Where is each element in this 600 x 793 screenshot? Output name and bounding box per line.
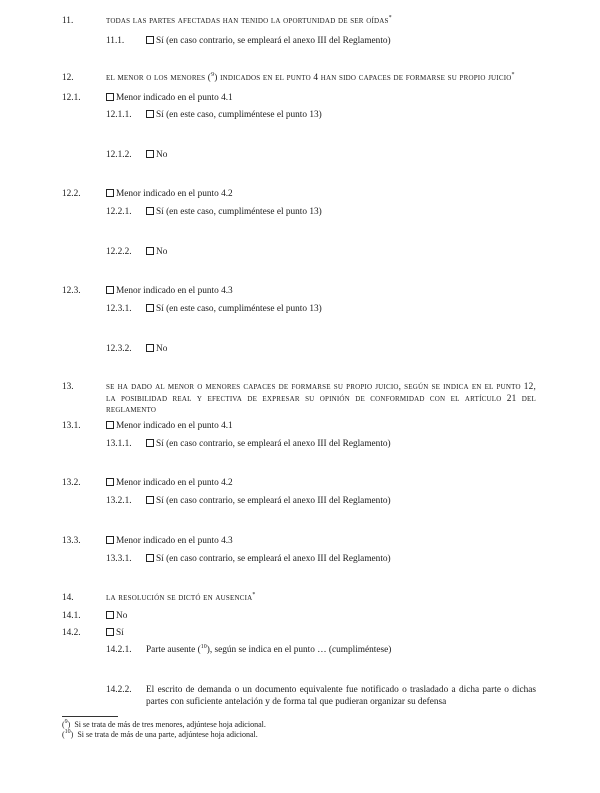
option-child-12-3[interactable]: Menor indicado en el punto 4.3 — [106, 286, 233, 297]
option-child-12-2[interactable]: Menor indicado en el punto 4.2 — [106, 189, 233, 200]
option-no-12-2-2[interactable]: No — [146, 247, 167, 258]
checkbox-icon[interactable] — [106, 189, 114, 197]
option-no-12-1-2[interactable]: No — [146, 150, 167, 161]
checkbox-icon[interactable] — [146, 344, 154, 352]
option-child-13-2[interactable]: Menor indicado en el punto 4.2 — [106, 478, 233, 489]
item-number: 14.2.2. — [106, 685, 132, 695]
option-child-13-3[interactable]: Menor indicado en el punto 4.3 — [106, 536, 233, 547]
option-yes-13-3-1[interactable]: Sí (en caso contrario, se empleará el anexo III del Reglamento) — [146, 554, 391, 565]
checkbox-icon[interactable] — [106, 611, 114, 619]
item-number: 13.3. — [62, 536, 81, 546]
item-number: 12.2.2. — [106, 247, 132, 257]
checkbox-icon[interactable] — [106, 628, 114, 636]
section-title-11: todas las partes afectadas han tenido la oportunidad de ser oídas* — [106, 15, 392, 26]
item-number: 12.1.2. — [106, 150, 132, 160]
item-number: 13.2. — [62, 478, 81, 488]
option-child-13-1[interactable]: Menor indicado en el punto 4.1 — [106, 421, 233, 432]
section-number-12: 12. — [62, 73, 74, 83]
option-no-12-3-2[interactable]: No — [146, 344, 167, 355]
option-yes-14-2[interactable]: Sí — [106, 628, 124, 639]
item-number: 12.3. — [62, 286, 81, 296]
option-yes-13-2-1[interactable]: Sí (en caso contrario, se empleará el anexo III del Reglamento) — [146, 496, 391, 507]
item-number: 12.2. — [62, 189, 81, 199]
footnote-divider — [62, 716, 118, 717]
item-number: 13.3.1. — [106, 554, 132, 564]
item-number: 12.2.1. — [106, 207, 132, 217]
checkbox-icon[interactable] — [146, 554, 154, 562]
checkbox-icon[interactable] — [146, 110, 154, 118]
footnote-10: ($^{10}$) Si se trata de más de una parte, adjúntese hoja adicional. — [62, 729, 258, 739]
item-number: 11.1. — [106, 36, 125, 46]
checkbox-icon[interactable] — [106, 478, 114, 486]
checkbox-icon[interactable] — [146, 496, 154, 504]
option-yes-12-1-1[interactable]: Sí (en este caso, cumpliméntese el punto 13) — [146, 110, 322, 121]
option-yes-13-1-1[interactable]: Sí (en caso contrario, se empleará el anexo III del Reglamento) — [146, 439, 391, 450]
checkbox-icon[interactable] — [106, 536, 114, 544]
section-number-14: 14. — [62, 593, 74, 603]
checkbox-icon[interactable] — [146, 439, 154, 447]
checkbox-icon[interactable] — [146, 207, 154, 215]
checkbox-icon[interactable] — [146, 150, 154, 158]
checkbox-icon[interactable] — [146, 304, 154, 312]
section-number-11: 11. — [62, 16, 74, 26]
footnote-9: ($^9$) Si se trata de más de tres menores, adjúntese hoja adicional. — [62, 719, 266, 729]
item-number: 12.1. — [62, 93, 81, 103]
notification-statement: El escrito de demanda o un documento equivalente fue notificado o trasladado a dicha parte o dichas partes con suficiente antelación y de forma tal que pudieran organizar su defensa — [146, 685, 536, 707]
section-title-13: se ha dado al menor o menores capaces de formarse su propio juicio, según se indica en el punto 12, la posibilidad real y efectiva de expresar su opinión de conformidad con el artículo 21 del reglamento — [106, 382, 536, 415]
section-title-12: el menor o los menores ($^9$) indicados en el punto 4 han sido capaces de formarse su propio juicio* — [106, 72, 515, 83]
item-number: 13.1. — [62, 421, 81, 431]
checkbox-icon[interactable] — [106, 421, 114, 429]
item-number: 12.3.2. — [106, 344, 132, 354]
item-number: 12.1.1. — [106, 110, 132, 120]
absent-party-field[interactable]: Parte ausente ($^{10}$), según se indica en el punto … (cumpliméntese) — [146, 644, 392, 655]
option-yes-12-2-1[interactable]: Sí (en este caso, cumpliméntese el punto 13) — [146, 207, 322, 218]
option-no-14-1[interactable]: No — [106, 611, 127, 622]
item-number: 12.3.1. — [106, 304, 132, 314]
checkbox-icon[interactable] — [106, 286, 114, 294]
item-number: 14.2. — [62, 628, 81, 638]
option-child-12-1[interactable]: Menor indicado en el punto 4.1 — [106, 93, 233, 104]
checkbox-icon[interactable] — [146, 247, 154, 255]
item-number: 14.2.1. — [106, 645, 132, 655]
item-number: 14.1. — [62, 611, 81, 621]
checkbox-icon[interactable] — [146, 36, 154, 44]
option-yes-11-1[interactable]: Sí (en caso contrario, se empleará el anexo III del Reglamento) — [146, 36, 391, 47]
item-number: 13.2.1. — [106, 496, 132, 506]
section-number-13: 13. — [62, 382, 74, 392]
section-title-14: la resolución se dictó en ausencia* — [106, 592, 256, 603]
option-yes-12-3-1[interactable]: Sí (en este caso, cumpliméntese el punto 13) — [146, 304, 322, 315]
item-number: 13.1.1. — [106, 439, 132, 449]
checkbox-icon[interactable] — [106, 93, 114, 101]
